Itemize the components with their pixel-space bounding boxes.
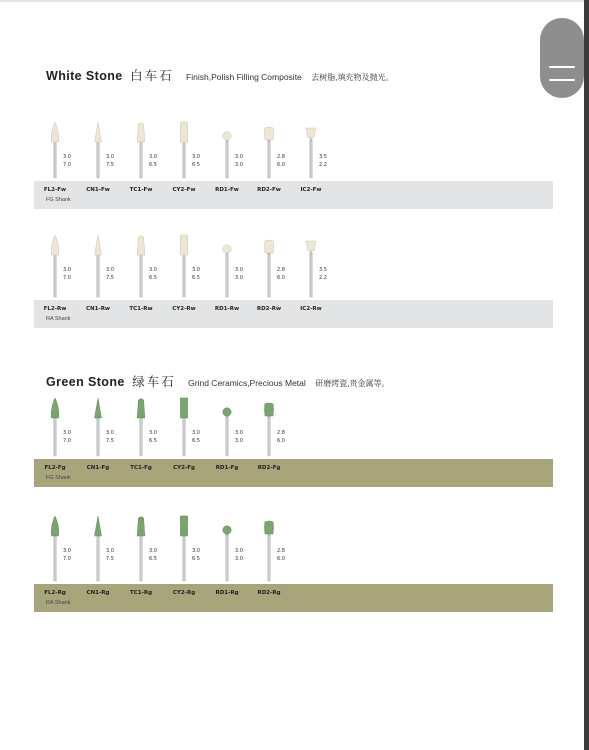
bur-neck [97,251,99,255]
bur-diameter: 3.0 [106,430,114,436]
bur-head-flame [51,122,58,142]
bur-head-cone [95,398,102,418]
bur-neck [140,251,142,255]
bur-shaft [54,140,57,178]
bur-length: 3.0 [235,556,243,562]
bur-neck [54,414,56,418]
bur-length: 6.0 [277,275,285,281]
bur-shaft [310,140,313,178]
bur-length: 6.5 [149,275,157,281]
bur-length: 6.5 [149,162,157,168]
bur-length: 6.5 [192,275,200,281]
bur-code: TC1-Rw [129,306,153,312]
bur-code: RD1-Rw [214,306,240,312]
green-fg-shank-band [34,459,553,487]
page-right-edge [584,0,589,750]
bur-diameter: 3.0 [192,430,200,436]
bur-head-cyl [180,235,187,255]
bur-length: 7.0 [63,162,71,168]
bur-code: FL2-Fw [43,187,67,193]
bur-head-flame [51,398,58,418]
bur-code: RD2-Rw [256,306,282,312]
bur-diameter: 3.0 [106,154,114,160]
bur-head-barrel [264,521,273,534]
bur-head-flame [51,235,58,255]
bur-head-cone [95,122,102,142]
bur-diameter: 3.0 [149,430,157,436]
bur-length: 7.0 [63,275,71,281]
bur-diameter: 3.0 [235,430,243,436]
bur-length: 6.5 [192,556,200,562]
bur-code: IC2-Rw [300,306,322,312]
bur-code: CN1-Rg [86,590,110,596]
bur-code: TC1-Fw [129,187,153,193]
bur-head-ball [223,526,231,534]
shank-label: FG Shank [46,197,71,203]
section-title-cn: 白车石 [130,69,174,83]
bur-shaft [183,253,186,297]
bur-diameter: 3.0 [63,430,71,436]
bur-diameter: 3.0 [149,267,157,273]
bur-diameter: 3.0 [63,154,71,160]
bur-head-taper [137,236,145,255]
bur-length: 6.5 [192,162,200,168]
bur-diameter: 3.0 [235,548,243,554]
bur-shaft [183,534,186,581]
bur-shaft [268,253,271,297]
bur-head-flame [51,516,58,536]
bur-length: 7.0 [63,556,71,562]
bur-code: TC1-Rg [129,590,153,596]
shank-label: RA Shank [46,600,71,606]
bur-head-taper [137,123,145,142]
bur-diameter: 3.5 [319,267,327,273]
bur-diameter: 3.0 [192,548,200,554]
hamburger-menu-icon-line [549,79,575,81]
bur-neck [140,414,142,418]
bur-diameter: 3.0 [106,267,114,273]
bur-length: 2.2 [319,162,327,168]
bur-head-barrel [264,127,273,140]
bur-head-cup [306,241,316,251]
bur-head-cyl [180,516,187,536]
bur-neck [310,251,312,255]
bur-code: RD1-Fw [215,187,239,193]
bur-neck [226,251,228,255]
bur-code: RD2-Fg [257,465,281,471]
bur-code: FL2-Rw [43,306,67,312]
bur-code: RD2-Fw [257,187,281,193]
bur-diameter: 2.8 [277,154,285,160]
bur-shaft [268,534,271,581]
bur-diameter: 3.0 [192,267,200,273]
white-fg-shank-band [34,181,553,209]
bur-length: 6.5 [149,438,157,444]
bur-length: 7.5 [106,275,114,281]
section-title-cn: 绿车石 [132,375,176,389]
bur-head-cyl [180,398,187,418]
bur-code: CY2-Rg [172,590,196,596]
bur-diameter: 2.8 [277,267,285,273]
bur-neck [226,532,228,536]
bur-shaft [140,534,143,581]
bur-shaft [183,140,186,178]
green-stone-title [46,372,389,391]
bur-shaft [310,253,313,297]
bur-shaft [140,416,143,456]
bur-neck [54,251,56,255]
bur-head-cone [95,516,102,536]
section-description: Finish,Polish Filling Composite [186,72,302,82]
bur-neck [183,532,185,536]
bur-head-barrel [264,240,273,253]
bur-neck [140,532,142,536]
bur-neck [54,138,56,142]
white-ra-shank-band [34,300,553,328]
bur-neck [183,138,185,142]
bur-shaft [54,253,57,297]
bur-head-taper [137,517,145,536]
bur-length: 7.5 [106,162,114,168]
bur-length: 7.0 [63,438,71,444]
bur-code: RD1-Fg [215,465,239,471]
section-description-cn: 去树脂,填充物及抛光。 [311,73,394,82]
bur-length: 6.0 [277,556,285,562]
bur-shaft [226,140,229,178]
bur-length: 3.0 [235,162,243,168]
bur-neck [268,251,270,255]
white-stone-title [46,66,393,85]
bur-neck [97,414,99,418]
bur-code: CN1-Fw [86,187,110,193]
hamburger-menu-icon [549,66,575,68]
bur-length: 7.5 [106,438,114,444]
bur-head-taper [137,399,145,418]
green-ra-shank-band [34,584,553,612]
bur-head-ball [223,132,231,140]
bur-neck [268,414,270,418]
bur-length: 3.0 [235,275,243,281]
bur-diameter: 3.0 [235,267,243,273]
bur-diameter: 3.5 [319,154,327,160]
bur-shaft [97,416,100,456]
bur-length: 3.0 [235,438,243,444]
bur-head-cone [95,235,102,255]
bur-neck [268,532,270,536]
bur-length: 7.5 [106,556,114,562]
bur-shaft [140,253,143,297]
bur-neck [268,138,270,142]
bur-length: 6.5 [149,556,157,562]
shank-label: RA Shank [46,316,71,322]
bur-diameter: 3.0 [235,154,243,160]
bur-neck [140,138,142,142]
bur-code: CY2-Fg [173,465,195,471]
bur-shaft [268,416,271,456]
bur-diameter: 3.0 [63,267,71,273]
bur-code: RD2-Rg [257,590,281,596]
bur-shaft [183,416,186,456]
bur-shaft [268,140,271,178]
bur-diameter: 3.0 [149,548,157,554]
bur-length: 6.0 [277,162,285,168]
bur-neck [310,138,312,142]
bur-neck [183,251,185,255]
bur-code: CN1-Rw [85,306,111,312]
bur-code: TC1-Fg [130,465,152,471]
bur-head-cup [306,128,316,138]
bur-length: 6.0 [277,438,285,444]
bur-diameter: 3.0 [63,548,71,554]
bur-neck [97,532,99,536]
bur-code: RD1-Rg [215,590,239,596]
bur-code: IC2-Fw [300,187,322,193]
bur-head-ball [223,245,231,253]
bur-shaft [97,140,100,178]
menu-button[interactable] [540,18,584,98]
bur-head-ball [223,408,231,416]
page-top-edge [0,0,589,2]
bur-shaft [97,534,100,581]
bur-code: CY2-Rw [172,306,196,312]
bur-shaft [226,253,229,297]
bur-diameter: 3.0 [106,548,114,554]
shank-label: FG Shank [46,475,71,481]
bur-head-barrel [264,403,273,416]
bur-neck [54,532,56,536]
bur-diameter: 2.8 [277,548,285,554]
bur-shaft [54,416,57,456]
section-title-en: White Stone [46,69,123,83]
bur-neck [226,414,228,418]
section-title-en: Green Stone [46,375,125,389]
bur-code: FL2-Rg [44,590,66,596]
bur-length: 6.5 [192,438,200,444]
bur-code: FL2-Fg [44,465,66,471]
bur-neck [97,138,99,142]
bur-shaft [226,416,229,456]
section-description-cn: 研磨烤瓷,贵金属等。 [315,379,390,388]
bur-shaft [54,534,57,581]
bur-length: 2.2 [319,275,327,281]
bur-code: CY2-Fw [172,187,196,193]
bur-neck [226,138,228,142]
section-description: Grind Ceramics,Precious Metal [188,378,306,388]
bur-diameter: 3.0 [149,154,157,160]
bur-shaft [226,534,229,581]
bur-diameter: 3.0 [192,154,200,160]
bur-head-cyl [180,122,187,142]
bur-neck [183,414,185,418]
bur-code: CN1-Fg [86,465,110,471]
bur-shaft [140,140,143,178]
bur-diameter: 2.8 [277,430,285,436]
bur-shaft [97,253,100,297]
